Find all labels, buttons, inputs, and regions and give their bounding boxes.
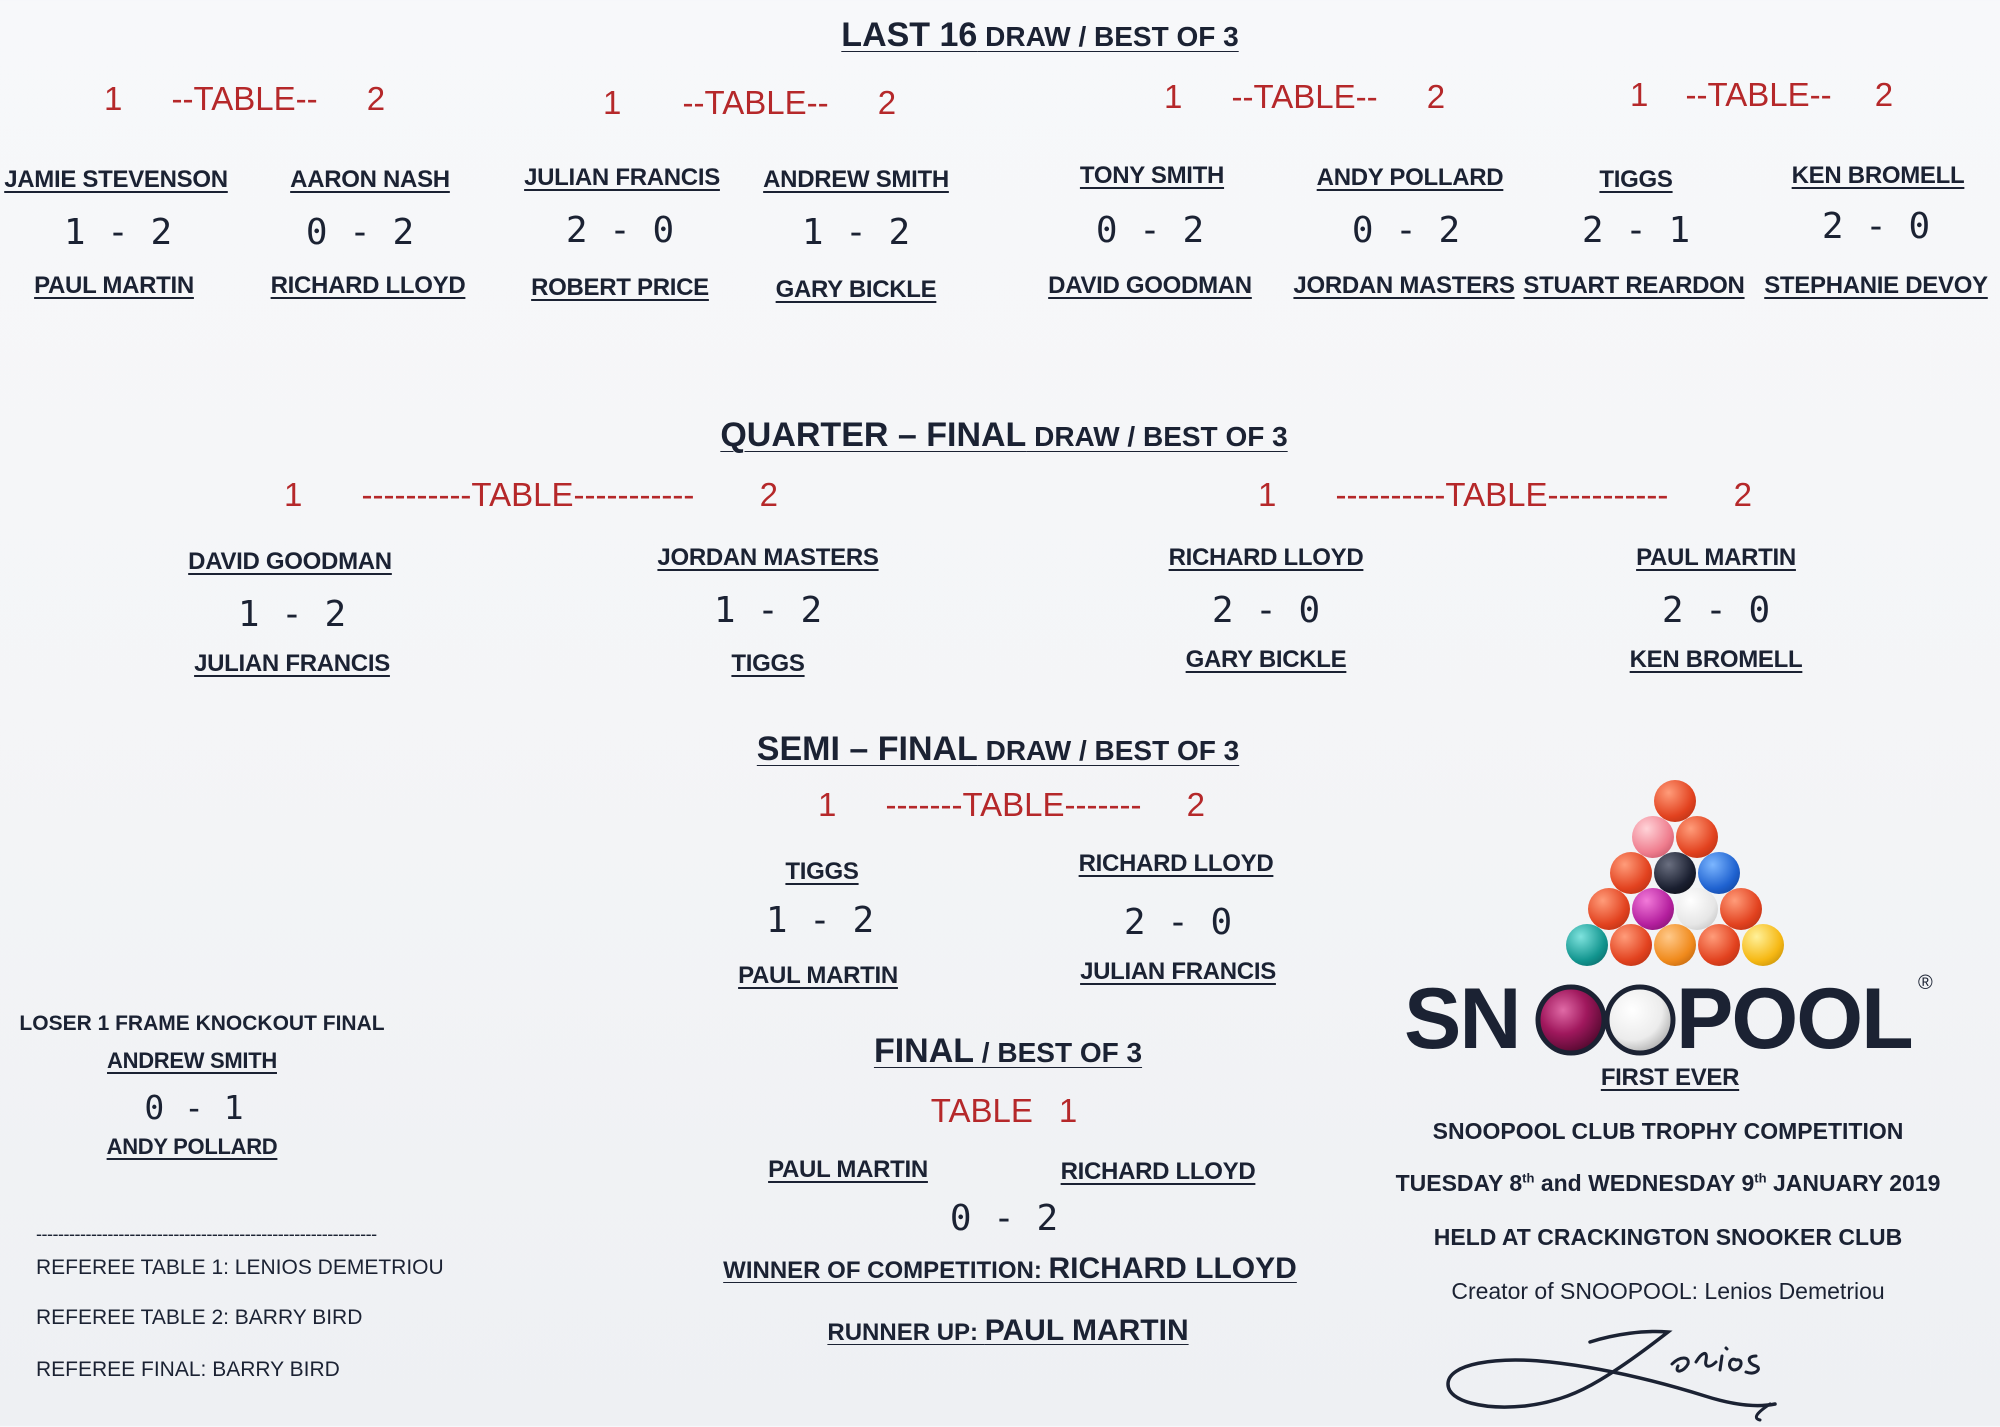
quarter-m1-score: 1 - 2 xyxy=(237,594,347,635)
quarter-m2-score: 1 - 2 xyxy=(713,590,823,631)
quarter-m2-bottom: TIGGS xyxy=(731,650,805,677)
last16-m1-top: JAMIE STEVENSON xyxy=(4,166,228,193)
semi-m2-bottom: JULIAN FRANCIS xyxy=(1080,958,1276,985)
ball-red xyxy=(1698,924,1740,966)
loser-final-title: LOSER 1 FRAME KNOCKOUT FINAL xyxy=(19,1012,385,1035)
last16-heading: LAST 16 DRAW / BEST OF 3 xyxy=(841,16,1239,54)
snoopool-logo-graphic xyxy=(1404,970,1944,1070)
quarter-m1-bottom: JULIAN FRANCIS xyxy=(194,650,390,677)
last16-table-label-2: 1 --TABLE-- 2 xyxy=(603,84,897,121)
ball-yellow xyxy=(1742,924,1784,966)
competition-name: SNOOPOOL CLUB TROPHY COMPETITION xyxy=(1432,1118,1904,1144)
last16-m2-score: 0 - 2 xyxy=(305,212,415,253)
quarter-m1-top: DAVID GOODMAN xyxy=(188,548,392,575)
venue: HELD AT CRACKINGTON SNOOKER CLUB xyxy=(1433,1224,1903,1250)
ball-black xyxy=(1654,852,1696,894)
quarter-m3-score: 2 - 0 xyxy=(1211,590,1321,631)
last16-m5-score: 0 - 2 xyxy=(1095,210,1205,251)
ball-red xyxy=(1720,888,1762,930)
final-winner: WINNER OF COMPETITION: RICHARD LLOYD xyxy=(723,1252,1297,1285)
last16-m2-bottom: RICHARD LLOYD xyxy=(270,272,466,299)
ball-red xyxy=(1610,852,1652,894)
ball-red xyxy=(1610,924,1652,966)
ball-teal xyxy=(1566,924,1608,966)
last16-m4-score: 1 - 2 xyxy=(801,212,911,253)
competition-dates: TUESDAY 8th and WEDNESDAY 9th JANUARY 2019 xyxy=(1395,1170,1941,1196)
final-score: 0 - 2 xyxy=(949,1198,1059,1239)
ball-red xyxy=(1588,888,1630,930)
semi-m1-top: TIGGS xyxy=(785,858,859,885)
ball-white xyxy=(1676,888,1718,930)
last16-m3-top: JULIAN FRANCIS xyxy=(524,164,720,191)
semi-table-label: 1 -------TABLE------- 2 xyxy=(818,786,1206,823)
final-heading: FINAL / BEST OF 3 xyxy=(873,1032,1143,1070)
last16-m5-bottom: DAVID GOODMAN xyxy=(1048,272,1252,299)
last16-m3-score: 2 - 0 xyxy=(565,210,675,251)
quarter-heading: QUARTER – FINAL DRAW / BEST OF 3 xyxy=(720,416,1288,454)
last16-table-label-3: 1 --TABLE-- 2 xyxy=(1164,78,1446,115)
signature-graphic xyxy=(1440,1312,1800,1422)
final-player-left: PAUL MARTIN xyxy=(768,1156,928,1183)
last16-m7-score: 2 - 1 xyxy=(1581,210,1691,251)
last16-m4-top: ANDREW SMITH xyxy=(763,166,949,193)
snooker-ball-triangle xyxy=(1566,780,1786,970)
referee-table-2: REFEREE TABLE 2: BARRY BIRD xyxy=(36,1306,363,1329)
last16-m8-score: 2 - 0 xyxy=(1821,206,1931,247)
svg-text:POOL: POOL xyxy=(1676,971,1912,1067)
quarter-m2-top: JORDAN MASTERS xyxy=(657,544,879,571)
last16-m2-top: AARON NASH xyxy=(290,166,450,193)
semi-m1-bottom: PAUL MARTIN xyxy=(738,962,898,989)
loser-final-score: 0 - 1 xyxy=(144,1088,244,1127)
last16-m5-top: TONY SMITH xyxy=(1079,162,1225,189)
last16-m6-top: ANDY POLLARD xyxy=(1316,164,1504,191)
last16-table-label-1: 1 --TABLE-- 2 xyxy=(104,80,386,117)
ball-red xyxy=(1654,780,1696,822)
last16-m4-bottom: GARY BICKLE xyxy=(775,276,937,303)
ball-magenta xyxy=(1632,888,1674,930)
snoopool-logo xyxy=(1404,970,1944,1070)
first-ever: FIRST EVER xyxy=(1600,1064,1740,1091)
quarter-table-label-2: 1 ----------TABLE----------- 2 xyxy=(1258,476,1752,513)
last16-m6-bottom: JORDAN MASTERS xyxy=(1293,272,1515,299)
quarter-m4-score: 2 - 0 xyxy=(1661,590,1771,631)
last16-m1-bottom: PAUL MARTIN xyxy=(34,272,194,299)
semi-m1-score: 1 - 2 xyxy=(765,900,875,941)
last16-m3-bottom: ROBERT PRICE xyxy=(531,274,709,301)
referee-final: REFEREE FINAL: BARRY BIRD xyxy=(36,1358,340,1381)
ball-pink xyxy=(1632,816,1674,858)
ball-red xyxy=(1676,816,1718,858)
last16-m8-bottom: STEPHANIE DEVOY xyxy=(1764,272,1988,299)
final-player-right: RICHARD LLOYD xyxy=(1060,1158,1256,1185)
quarter-table-label-1: 1 ----------TABLE----------- 2 xyxy=(284,476,778,513)
signature xyxy=(1440,1312,1800,1422)
semi-m2-top: RICHARD LLOYD xyxy=(1078,850,1274,877)
referee-divider: -------------------------------------------------------------- xyxy=(36,1224,377,1244)
registered-mark: ® xyxy=(1918,972,1933,994)
referee-table-1: REFEREE TABLE 1: LENIOS DEMETRIOU xyxy=(36,1256,444,1279)
semi-m2-score: 2 - 0 xyxy=(1123,902,1233,943)
ball-blue xyxy=(1698,852,1740,894)
final-table-label: TABLE 1 xyxy=(930,1092,1078,1129)
final-runner-up: RUNNER UP: PAUL MARTIN xyxy=(827,1314,1189,1347)
quarter-m3-bottom: GARY BICKLE xyxy=(1185,646,1347,673)
last16-m6-score: 0 - 2 xyxy=(1351,210,1461,251)
quarter-m4-top: PAUL MARTIN xyxy=(1636,544,1796,571)
last16-m8-top: KEN BROMELL xyxy=(1791,162,1965,189)
creator: Creator of SNOOPOOL: Lenios Demetriou xyxy=(1451,1278,1885,1304)
last16-table-label-4: 1 --TABLE-- 2 xyxy=(1630,76,1894,113)
loser-final-bottom: ANDY POLLARD xyxy=(106,1134,278,1159)
svg-text:SN: SN xyxy=(1404,971,1520,1067)
quarter-m3-top: RICHARD LLOYD xyxy=(1168,544,1364,571)
quarter-m4-bottom: KEN BROMELL xyxy=(1629,646,1803,673)
last16-m1-score: 1 - 2 xyxy=(63,212,173,253)
ball-orange xyxy=(1654,924,1696,966)
last16-m7-top: TIGGS xyxy=(1599,166,1673,193)
loser-final-top: ANDREW SMITH xyxy=(107,1048,277,1073)
semi-heading: SEMI – FINAL DRAW / BEST OF 3 xyxy=(756,730,1240,768)
last16-m7-bottom: STUART REARDON xyxy=(1523,272,1745,299)
